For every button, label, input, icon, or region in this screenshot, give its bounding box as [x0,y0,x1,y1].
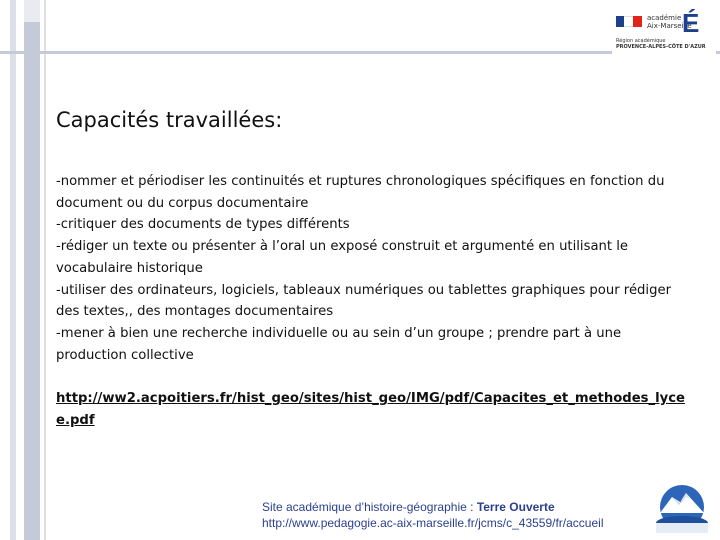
site-footer [262,499,662,531]
logo-line-2: Aix-Marseille [647,22,692,30]
logo-region-name: PROVENCE-ALPES-CÔTE D'AZUR [616,44,706,50]
reference-link[interactable]: http://ww2.acpoitiers.fr/hist_geo/sites/hist_geo/IMG/pdf/Capacites_et_methodes_lycee.pdf [56,391,685,428]
logo-letter: É [682,8,700,38]
frame-stripe-thin [44,0,46,540]
capacity-item: -rédiger un texte ou présenter à l’oral un exposé construit et argumenté en utilisant le vocabulaire historique [56,239,629,276]
capacity-item: -nommer et périodiser les continuités et ruptures chronologiques spécifiques en fonction du document ou du corpus documentaire [56,174,665,211]
logo-region-label: Région académique [616,38,666,44]
capacity-item: -mener à bien une recherche individuelle ou au sein d’un groupe ; prendre part à une production collective [56,325,622,363]
slide-title: Capacités travaillées: [56,108,283,132]
capacities-list [56,171,692,366]
frame-stripe-left [10,0,16,540]
french-flag-icon [616,16,642,27]
globe-mountain-icon [652,483,712,535]
academy-logo [612,8,716,54]
frame-stripe-main [24,0,40,540]
capacity-item: -critiquer des documents de types différents [56,217,350,233]
footer-prefix: Site académique d’histoire-géographie : [262,500,477,514]
footer-site-name: Terre Ouverte [476,500,555,514]
footer-url[interactable]: http://www.pedagogie.ac-aix-marseille.fr/jcms/c_43559/fr/accueil [262,516,604,530]
logo-line-1: académie [647,14,682,22]
footer-site-line [262,499,662,515]
frame-corner [24,0,40,22]
capacity-item: -utiliser des ordinateurs, logiciels, tableaux numériques ou tablettes graphiques pour rédiger des textes,, des montages documentaires [56,282,671,320]
